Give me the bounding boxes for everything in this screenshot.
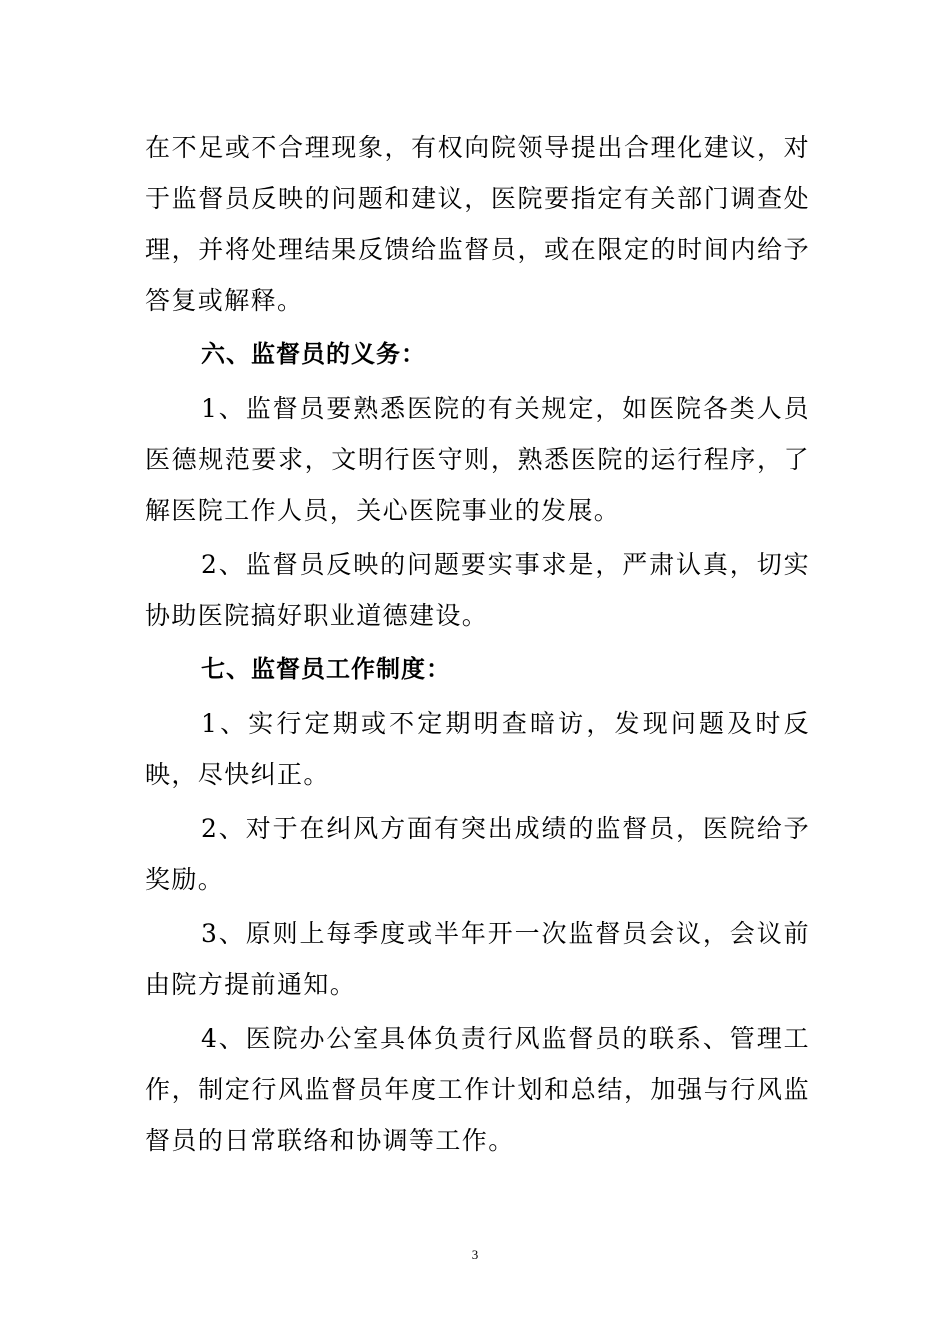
paragraph-duty-1: 1、监督员要熟悉医院的有关规定，如医院各类人员医德规范要求，文明行医守则，熟悉医院的运行程序，了解医院工作人员，关心医院事业的发展。 [145,394,810,525]
paragraph-continuation: 在不足或不合理现象，有权向院领导提出合理化建议，对于监督员反映的问题和建议，医院要指定有关部门调查处理，并将处理结果反馈给监督员，或在限定的时间内给予答复或解释。 [145,133,810,315]
section-heading-six: 六、监督员的义务： [201,340,426,368]
page-number: 3 [471,1247,479,1262]
paragraph-rule-2: 2、对于在纠风方面有突出成绩的监督员，医院给予奖励。 [145,814,810,894]
paragraph-duty-2: 2、监督员反映的问题要实事求是，严肃认真，切实协助医院搞好职业道德建设。 [145,550,810,630]
paragraph-rule-1: 1、实行定期或不定期明查暗访，发现问题及时反映，尽快纠正。 [145,709,810,789]
section-heading-seven: 七、监督员工作制度： [201,655,451,683]
paragraph-rule-4: 4、医院办公室具体负责行风监督员的联系、管理工作，制定行风监督员年度工作计划和总结，加强与行风监督员的日常联络和协调等工作。 [145,1024,810,1155]
paragraph-rule-3: 3、原则上每季度或半年开一次监督员会议，会议前由院方提前通知。 [145,919,810,999]
document-body [145,122,810,1166]
